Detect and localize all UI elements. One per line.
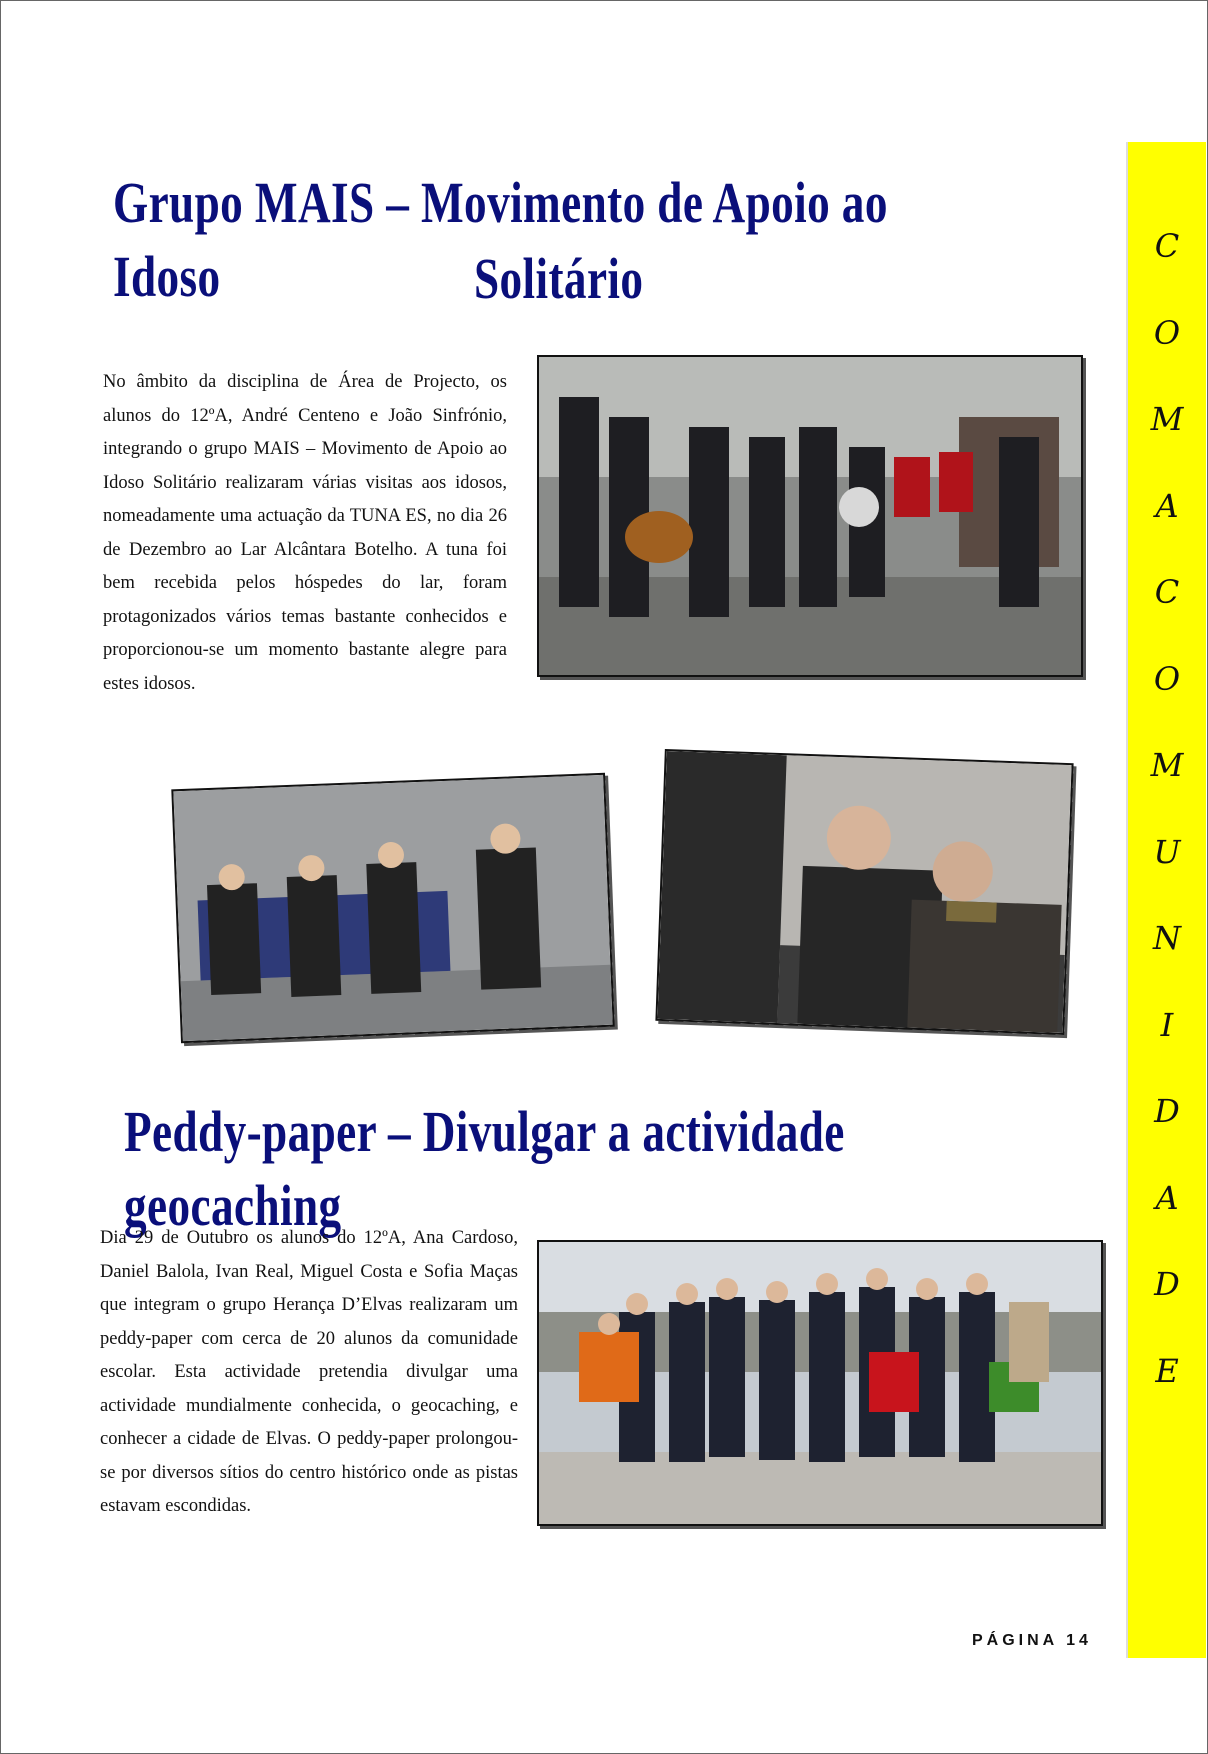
sidebar-letter: A: [1155, 1178, 1179, 1217]
sidebar-letter: A: [1155, 486, 1179, 525]
tuna-performance-photo: [537, 355, 1083, 677]
article1-body: No âmbito da disciplina de Área de Projecto, os alunos do 12ºA, André Centeno e João Sinfrónio, integrando o grupo MAIS – Movimento de Apoio ao Idoso Solitário realizaram várias visitas aos idosos, nomeadamente uma actuação da TUNA ES, no dia 26 de Dezembro ao Lar Alcântara Botelho. A tuna foi bem recebida pelos hóspedes do lar, foram protagonizados vários temas bastante conhecidos e proporcionou-se um momento bastante alegre para estes idosos.: [103, 372, 507, 694]
sidebar-letter: M: [1150, 746, 1184, 784]
comunidade-sidebar: [1126, 142, 1206, 1658]
article2-title: Peddy-paper – Divulgar a actividade geocaching: [124, 1099, 845, 1238]
sidebar-letter: M: [1150, 400, 1184, 438]
page-number: PÁGINA 14: [972, 1632, 1092, 1649]
article1-title-line2: Solitário: [474, 246, 644, 311]
group-photo: [537, 1240, 1103, 1526]
sidebar-letter: D: [1154, 1265, 1180, 1303]
sidebar-letter: O: [1153, 313, 1181, 352]
sidebar-letter: O: [1153, 659, 1181, 698]
sidebar-letter: N: [1153, 919, 1181, 957]
sidebar-letter: C: [1154, 227, 1180, 265]
article1-title-line1: Grupo MAIS – Movimento de Apoio ao Idoso: [113, 170, 888, 309]
sidebar-letter: E: [1155, 1351, 1179, 1390]
sidebar-letter: I: [1160, 1005, 1174, 1044]
elderly-men-photo: [655, 749, 1073, 1035]
sidebar-letter: C: [1154, 573, 1180, 611]
sidebar-letter: D: [1154, 1092, 1180, 1130]
sidebar-letter: U: [1153, 832, 1181, 871]
article2-body: Dia 29 de Outubro os alunos do 12ºA, Ana Cardoso, Daniel Balola, Ivan Real, Miguel Costa e Sofia Maças que integram o grupo Herança D’Elvas realizaram um peddy-paper com cerca de 20 alunos da comunidade escolar. Esta actividade pretendia divulgar uma actividade mundialmente conhecida, o geocaching, e conhecer a cidade de Elvas. O peddy-paper prolongou-se por diversos sítios do centro histórico onde as pistas estavam escondidas.: [100, 1228, 518, 1516]
seated-elderly-photo: [171, 773, 614, 1043]
